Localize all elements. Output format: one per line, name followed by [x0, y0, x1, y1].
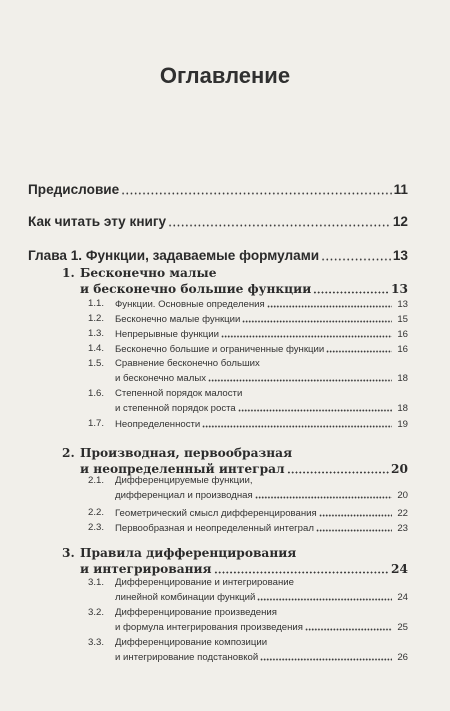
subsection-title-block [115, 417, 408, 432]
subsection-page-number: 18 [397, 372, 408, 384]
leader-dots [221, 328, 392, 338]
subsection-page-number: 16 [397, 328, 408, 340]
toc-top-entry-label: Как читать эту книгу [28, 213, 167, 229]
subsection-number: 2.3. [88, 522, 105, 533]
subsection-row [115, 312, 408, 327]
subsection-title-line: Дифференцируемые функции, [115, 475, 253, 486]
subsection-number: 1.1. [88, 298, 105, 309]
subsection-title-block [115, 342, 408, 357]
subsection-title-block [115, 506, 408, 521]
subsection-title-line: Дифференцирование произведения [115, 607, 277, 618]
subsection-label: Неопределенности [115, 418, 201, 430]
subsection-number: 1.5. [88, 358, 105, 369]
subsection-title-block [115, 521, 408, 536]
toc-subsection [0, 417, 450, 432]
section-number: 1. [62, 266, 75, 280]
subsection-label: Функции. Основные определения [115, 298, 265, 310]
leader-dots [238, 402, 392, 412]
toc-top-entry [0, 180, 450, 197]
toc-subsection [0, 606, 450, 635]
section-label: и бесконечно большие функции [80, 282, 312, 297]
subsection-row [115, 342, 408, 357]
subsection-number: 2.2. [88, 507, 105, 518]
subsection-page-number: 18 [397, 402, 408, 414]
toc-section [0, 445, 450, 477]
toc-subsection [0, 576, 450, 605]
toc-top-entry-row [0, 180, 408, 197]
section-label: и неопределенный интеграл [80, 462, 285, 477]
subsection-title-block [115, 606, 408, 635]
subsection-row [115, 488, 408, 503]
subsection-number: 3.1. [88, 577, 105, 588]
subsection-page-number: 25 [397, 621, 408, 633]
section-title-block [80, 265, 408, 297]
section-page-number: 24 [391, 562, 408, 577]
subsection-row [115, 620, 408, 635]
section-number: 2. [62, 446, 75, 460]
leader-dots [257, 591, 392, 601]
subsection-row [115, 417, 408, 432]
section-number: 3. [62, 546, 75, 560]
subsection-row [115, 297, 408, 312]
subsection-label: Непрерывные функции [115, 328, 219, 340]
toc-subsection [0, 342, 450, 357]
toc-top-entry [0, 246, 450, 263]
leader-dots [260, 651, 392, 661]
section-title-line: Правила дифференцирования [80, 546, 297, 560]
toc-top-entry-row [0, 212, 408, 229]
leader-dots [168, 213, 391, 227]
toc-top-entry-page-number: 12 [392, 213, 408, 229]
section-title-line: Бесконечно малые [80, 266, 217, 280]
section-page-number: 13 [391, 282, 408, 297]
leader-dots [242, 313, 392, 323]
toc-top-entry-page-number: 11 [393, 181, 408, 197]
leader-dots [287, 462, 389, 474]
leader-dots [316, 522, 392, 532]
section-row [80, 561, 408, 577]
toc-section [0, 545, 450, 577]
subsection-page-number: 15 [397, 313, 408, 325]
subsection-label: и степенной порядок роста [115, 402, 236, 414]
subsection-page-number: 24 [397, 591, 408, 603]
subsection-page-number: 26 [397, 651, 408, 663]
leader-dots [305, 621, 392, 631]
subsection-label: Бесконечно большие и ограниченные функции [115, 343, 325, 355]
subsection-label: Первообразная и неопределенный интеграл [115, 522, 314, 534]
subsection-number: 1.4. [88, 343, 105, 354]
subsection-number: 3.3. [88, 637, 105, 648]
toc-subsection [0, 357, 450, 386]
subsection-label: и интегрирование подстановкой [115, 651, 259, 663]
subsection-title-block [115, 297, 408, 312]
subsection-number: 3.2. [88, 607, 105, 618]
subsection-title-line: Сравнение бесконечно больших [115, 358, 260, 369]
subsection-title-line: Степенной порядок малости [115, 388, 243, 399]
subsection-number: 1.2. [88, 313, 105, 324]
subsection-row [115, 650, 408, 665]
subsection-number: 1.7. [88, 418, 105, 429]
leader-dots [321, 247, 391, 261]
subsection-label: дифференциал и производная [115, 489, 253, 501]
subsection-title-block [115, 636, 408, 665]
toc-subsection [0, 387, 450, 416]
subsection-page-number: 20 [397, 489, 408, 501]
subsection-title-block [115, 474, 408, 503]
toc-top-entry-page-number: 13 [392, 247, 408, 263]
section-row [80, 281, 408, 297]
subsection-page-number: 23 [397, 522, 408, 534]
subsection-page-number: 13 [397, 298, 408, 310]
subsection-page-number: 16 [397, 343, 408, 355]
subsection-page-number: 22 [397, 507, 408, 519]
subsection-number: 1.3. [88, 328, 105, 339]
toc-subsection [0, 636, 450, 665]
leader-dots [313, 282, 389, 294]
toc-subsection [0, 312, 450, 327]
subsection-label: линейной комбинации функций [115, 591, 256, 603]
toc-subsection [0, 506, 450, 521]
subsection-row [115, 590, 408, 605]
leader-dots [214, 562, 389, 574]
leader-dots [202, 418, 392, 428]
section-page-number: 20 [391, 462, 408, 477]
subsection-row [115, 506, 408, 521]
subsection-label: и бесконечно малых [115, 372, 207, 384]
subsection-title-block [115, 387, 408, 416]
leader-dots [326, 343, 392, 353]
subsection-title-line: Дифференцирование и интегрирование [115, 577, 294, 588]
subsection-label: и формула интегрирования произведения [115, 621, 303, 633]
subsection-row [115, 401, 408, 416]
toc-top-entry-row [0, 246, 408, 263]
section-title-block [80, 445, 408, 477]
subsection-label: Геометрический смысл дифференцирования [115, 507, 317, 519]
subsection-number: 2.1. [88, 475, 105, 486]
subsection-row [115, 327, 408, 342]
subsection-page-number: 19 [397, 418, 408, 430]
subsection-label: Бесконечно малые функции [115, 313, 241, 325]
toc-subsection [0, 521, 450, 536]
subsection-title-block [115, 327, 408, 342]
subsection-title-block [115, 312, 408, 327]
subsection-row [115, 371, 408, 386]
subsection-row [115, 521, 408, 536]
subsection-title-line: Дифференцирование композиции [115, 637, 268, 648]
toc-subsection [0, 474, 450, 503]
toc-title: Оглавление [159, 63, 291, 88]
subsection-number: 1.6. [88, 388, 105, 399]
subsection-title-block [115, 357, 408, 386]
leader-dots [267, 298, 392, 308]
toc-top-entry-label: Предисловие [28, 181, 120, 197]
toc-subsection [0, 327, 450, 342]
section-label: и интегрирования [80, 562, 212, 577]
section-title-line: Производная, первообразная [80, 446, 293, 460]
leader-dots [255, 489, 392, 499]
toc-top-entry [0, 212, 450, 229]
subsection-title-block [115, 576, 408, 605]
leader-dots [319, 507, 392, 517]
leader-dots [121, 181, 391, 195]
leader-dots [208, 372, 392, 382]
section-title-block [80, 545, 408, 577]
toc-section [0, 265, 450, 297]
toc-top-entry-label: Глава 1. Функции, задаваемые формулами [28, 247, 320, 263]
toc-subsection [0, 297, 450, 312]
